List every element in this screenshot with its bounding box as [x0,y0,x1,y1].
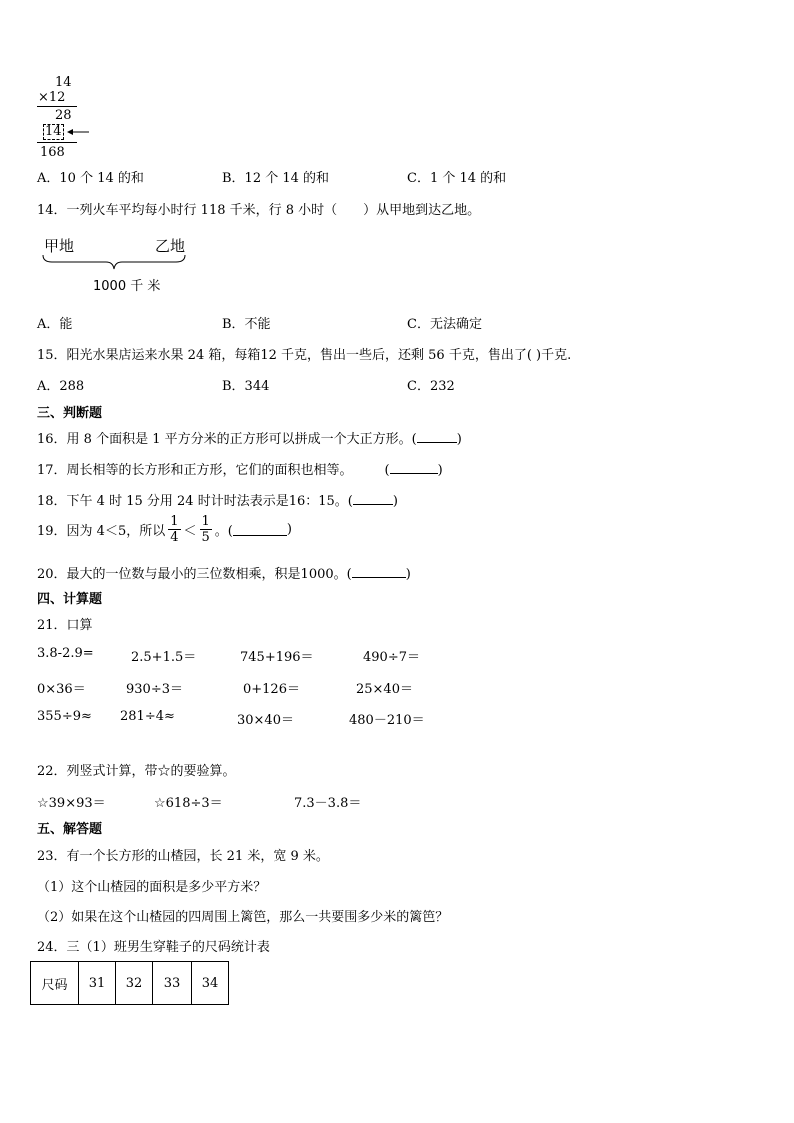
vm-top: 14 [55,75,72,90]
q17-answer-blank[interactable] [390,461,438,474]
q13-option-b[interactable]: B．12 个 14 的和 [222,171,330,186]
q19-text: 19．因为 4＜5，所以 [37,524,166,539]
q18-paren-close: ) [392,494,398,509]
mental-math-item: 2.5+1.5＝ [131,650,197,665]
q15-text: 15．阳光水果店运来水果 24 箱，每箱12 千克，售出一些后，还剩 56 千克，售出了( )千克. [37,348,572,363]
q18-text: 18．下午 4 时 15 分用 24 时计时法表示是16：15。( [37,494,353,509]
vm-line-1 [37,106,77,107]
table-row [31,962,229,1005]
mental-math-item: 480－210＝ [349,713,425,728]
q19-less-than: ＜ [183,524,197,539]
q15-option-c[interactable]: C．232 [407,379,455,394]
q24-title: 24．三（1）班男生穿鞋子的尺码统计表 [37,940,270,955]
diagram-end-label: 乙地 [155,237,186,255]
q17 [37,459,443,478]
mental-math-item: 930÷3＝ [126,682,183,697]
section-heading-judgement: 三、判断题 [37,406,103,421]
q19-paren-close: ) [286,522,292,537]
q16 [37,428,462,447]
mental-math-item: 3.8-2.9= [37,646,94,661]
mental-math-item: 0×36＝ [37,682,86,697]
q20 [37,563,411,582]
arrow-left-icon [66,127,90,137]
vm-multiplier: ×12 [38,90,66,105]
mental-math-item: 355÷9≈ [37,709,92,724]
q20-answer-blank[interactable] [352,565,406,578]
table-header-cell: 31 [79,962,116,1005]
q17-paren-open: ( [384,463,390,478]
q23-sub2: （2）如果在这个山楂园的四周围上篱笆，那么一共要围多少米的篱笆？ [37,910,449,925]
fraction-one-quarter: $\frac{1}{4}$ [170,514,179,545]
vm-result: 168 [40,145,65,160]
q20-text: 20．最大的一位数与最小的三位数相乘，积是1000。( [37,567,352,582]
vertical-calc-item: ☆39×93＝ [37,796,106,811]
vm-line-2 [37,142,77,143]
q17-text: 17．周长相等的长方形和正方形，它们的面积也相等。 [37,463,353,478]
q19-answer-blank[interactable] [233,523,287,536]
q15-option-b[interactable]: B．344 [222,379,270,394]
q23-sub1: （1）这个山楂园的面积是多少平方米？ [37,880,267,895]
q17-paren-close: ) [437,463,443,478]
q13-option-a[interactable]: A．10 个 14 的和 [37,171,144,186]
q18 [37,490,398,509]
q15-option-a[interactable]: A．288 [37,379,85,394]
vm-partial-2: 14 [45,124,62,139]
table-header-cell: 尺码 [31,962,79,1005]
diagram-start-label: 甲地 [44,237,75,255]
vertical-calc-item: 7.3－3.8＝ [294,796,362,811]
q16-paren-close: ) [456,432,462,447]
fraction-one-fifth: $\frac{1}{5}$ [201,514,210,545]
q14-option-b[interactable]: B．不能 [222,317,271,332]
q14-text: 14．一列火车平均每小时行 118 千米，行 8 小时（ ）从甲地到达乙地。 [37,203,481,218]
q13-option-c[interactable]: C．1 个 14 的和 [407,171,507,186]
q21-title: 21．口算 [37,618,93,633]
brace-icon [40,254,188,274]
section-heading-word-problems: 五、解答题 [37,822,103,837]
mental-math-item: 25×40＝ [356,682,413,697]
diagram-distance: 1000 千 米 [93,279,161,294]
mental-math-item: 30×40＝ [237,713,294,728]
table-header-cell: 33 [153,962,192,1005]
section-heading-calculation: 四、计算题 [37,592,103,607]
q16-answer-blank[interactable] [417,430,457,443]
mental-math-item: 745+196＝ [240,650,314,665]
q16-text: 16．用 8 个面积是 1 平方分米的正方形可以拼成一个大正方形。( [37,432,417,447]
q19 [37,514,292,545]
vertical-calc-item: ☆618÷3＝ [154,796,223,811]
q23-text: 23．有一个长方形的山楂园，长 21 米，宽 9 米。 [37,849,329,864]
q19-text-end: 。( [214,524,233,539]
q22-title: 22．列竖式计算，带☆的要验算。 [37,764,236,779]
q14-option-a[interactable]: A．能 [37,317,73,332]
mental-math-item: 490÷7＝ [363,650,420,665]
shoe-size-table [30,961,229,1005]
q18-answer-blank[interactable] [353,492,393,505]
vm-partial-1: 28 [55,108,72,123]
mental-math-item: 281÷4≈ [120,709,175,724]
table-header-cell: 34 [192,962,229,1005]
table-header-cell: 32 [116,962,153,1005]
mental-math-item: 0+126＝ [243,682,300,697]
q14-option-c[interactable]: C．无法确定 [407,317,482,332]
q20-paren-close: ) [405,567,411,582]
